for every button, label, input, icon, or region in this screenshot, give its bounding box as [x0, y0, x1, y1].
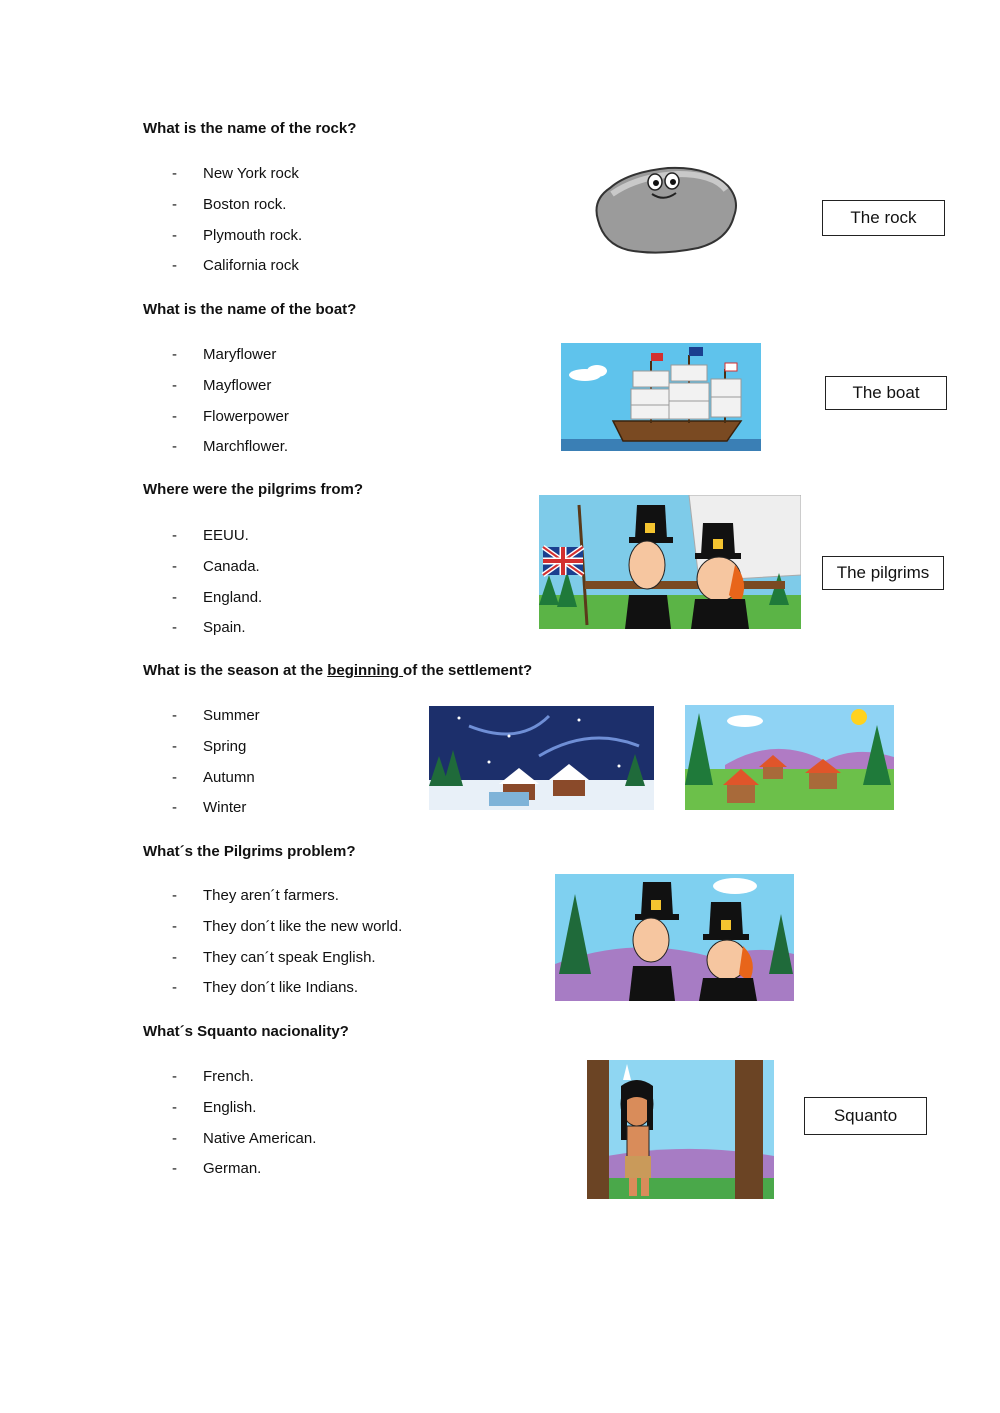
option-text: Summer [203, 707, 260, 724]
option-text: New York rock [203, 165, 299, 182]
bullet-dash: - [172, 438, 177, 456]
pilgrims-image [539, 495, 801, 629]
option-text: Spring [203, 737, 247, 755]
label-box-boat: The boat [825, 376, 947, 410]
rock-image [588, 160, 740, 256]
option-text: They aren´t farmers. [203, 887, 339, 904]
option-text: They don´t like Indians. [203, 979, 359, 997]
bullet-dash: - [172, 527, 177, 544]
question-pilgrims: Where were the pilgrims from? [143, 481, 364, 498]
bullet-dash: - [172, 257, 177, 275]
bullet-dash: - [172, 768, 177, 786]
bullet-dash: - [172, 1068, 177, 1085]
label-box-squanto: Squanto [804, 1097, 927, 1135]
question-boat: What is the name of the boat? [143, 301, 357, 318]
option-text: Maryflower [203, 346, 277, 363]
question-text-part: of the settlement? [403, 662, 533, 679]
squanto-image [587, 1060, 774, 1199]
option-text: Plymouth rock. [203, 226, 303, 244]
option-text: German. [203, 1160, 262, 1178]
option-text: Native American. [203, 1129, 317, 1147]
bullet-dash: - [172, 737, 177, 755]
bullet-dash: - [172, 407, 177, 425]
question-season [143, 662, 532, 679]
option-text: Marchflower. [203, 438, 289, 456]
bullet-dash: - [172, 1160, 177, 1178]
label-box-rock: The rock [822, 200, 945, 236]
pilgrims-problem-image [555, 874, 794, 1001]
option-text: Boston rock. [203, 195, 287, 213]
bullet-dash: - [172, 1129, 177, 1147]
bullet-dash: - [172, 887, 177, 904]
bullet-dash: - [172, 948, 177, 966]
bullet-dash: - [172, 195, 177, 213]
option-text: England. [203, 588, 263, 606]
underlined-word: beginning [327, 662, 404, 679]
bullet-dash: - [172, 346, 177, 363]
bullet-dash: - [172, 376, 177, 394]
summer-village-image [685, 705, 894, 810]
question-problem: What´s the Pilgrims problem? [143, 843, 356, 860]
option-text: Flowerpower [203, 407, 289, 425]
bullet-dash: - [172, 165, 177, 182]
bullet-dash: - [172, 557, 177, 575]
bullet-dash: - [172, 619, 177, 637]
option-text: Winter [203, 799, 247, 817]
question-text-part: What is the season at the [143, 662, 328, 679]
option-text: They can´t speak English. [203, 948, 376, 966]
option-text: Canada. [203, 557, 260, 575]
label-box-pilgrims: The pilgrims [822, 556, 944, 590]
bullet-dash: - [172, 917, 177, 935]
question-rock: What is the name of the rock? [143, 120, 357, 137]
option-text: Mayflower [203, 376, 272, 394]
bullet-dash: - [172, 799, 177, 817]
option-text: English. [203, 1098, 257, 1116]
option-text: EEUU. [203, 527, 249, 544]
winter-village-image [429, 706, 654, 810]
option-text: California rock [203, 257, 299, 275]
option-text: French. [203, 1068, 254, 1085]
bullet-dash: - [172, 979, 177, 997]
bullet-dash: - [172, 1098, 177, 1116]
bullet-dash: - [172, 226, 177, 244]
option-text: Spain. [203, 619, 246, 637]
mayflower-image [561, 343, 761, 451]
bullet-dash: - [172, 588, 177, 606]
option-text: Autumn [203, 768, 255, 786]
option-text: They don´t like the new world. [203, 917, 403, 935]
bullet-dash: - [172, 707, 177, 724]
question-squanto: What´s Squanto nacionality? [143, 1023, 349, 1040]
